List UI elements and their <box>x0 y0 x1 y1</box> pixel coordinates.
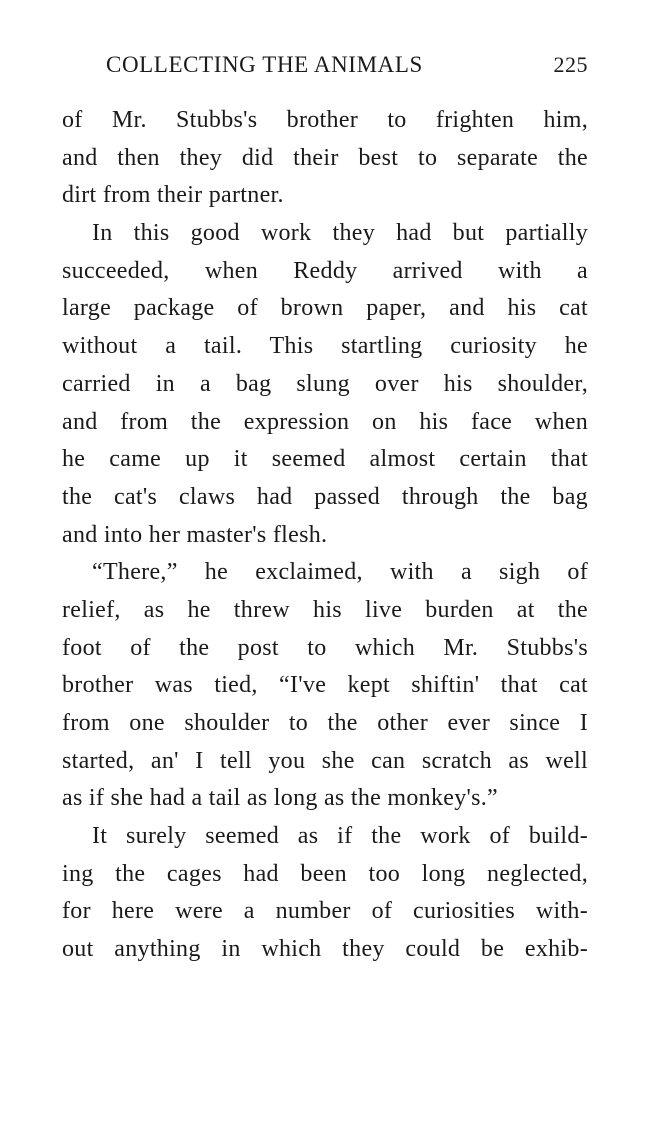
text-line: succeeded, when Reddy arrived with a <box>62 257 588 284</box>
book-page <box>62 52 588 969</box>
text-line: for here were a number of curiosities with- <box>62 898 588 925</box>
text-line: brother was tied, “I've kept shiftin' that cat <box>62 672 588 699</box>
body-text <box>62 102 588 969</box>
text-line: It surely seemed as if the work of build- <box>92 823 588 850</box>
paragraph-4 <box>62 818 588 969</box>
text-line: dirt from their partner. <box>62 182 284 209</box>
text-line: large package of brown paper, and his cat <box>62 295 588 322</box>
text-line: In this good work they had but partially <box>92 220 588 247</box>
text-line: he came up it seemed almost certain that <box>62 446 588 473</box>
text-line: ing the cages had been too long neglected, <box>62 860 588 887</box>
text-line: “There,” he exclaimed, with a sigh of <box>92 559 588 586</box>
text-line: foot of the post to which Mr. Stubbs's <box>62 634 588 661</box>
text-line: as if she had a tail as long as the monkey's.” <box>62 785 499 812</box>
text-line: carried in a bag slung over his shoulder, <box>62 370 588 397</box>
paragraph-1 <box>62 102 588 215</box>
running-head <box>106 52 588 92</box>
text-line: out anything in which they could be exhib- <box>62 936 588 963</box>
paragraph-3 <box>62 554 588 818</box>
page-number: 225 <box>553 52 588 77</box>
text-line: the cat's claws had passed through the bag <box>62 483 588 510</box>
paragraph-2 <box>62 215 588 554</box>
text-line: and then they did their best to separate the <box>62 144 588 171</box>
text-line: and from the expression on his face when <box>62 408 588 435</box>
text-line: and into her master's flesh. <box>62 521 328 548</box>
text-line: started, an' I tell you she can scratch as well <box>62 747 588 774</box>
text-line: from one shoulder to the other ever since I <box>62 710 588 736</box>
text-line: relief, as he threw his live burden at the <box>62 596 588 623</box>
text-line: of Mr. Stubbs's brother to frighten him, <box>62 107 588 133</box>
running-title: COLLECTING THE ANIMALS <box>106 52 423 77</box>
text-line: without a tail. This startling curiosity he <box>62 333 588 360</box>
